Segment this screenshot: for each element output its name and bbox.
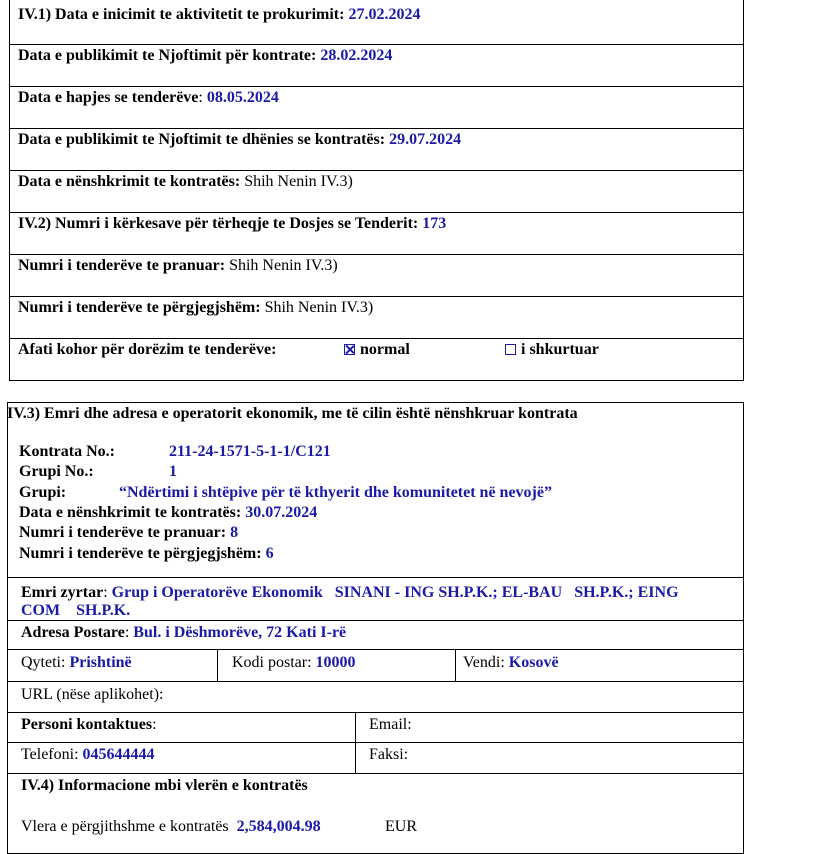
divider [8,620,743,621]
contract-notice-date-label: Data e publikimit te Njoftimit për kontrate: [18,47,321,64]
email-label: Email: [369,716,412,733]
group-label: Grupi: [19,484,67,501]
responsive-count-value: 6 [265,545,274,562]
unchecked-checkbox-icon[interactable] [505,344,516,355]
contact-colon: : [152,716,157,733]
procedure-dates-box [9,0,744,381]
divider [355,712,356,773]
section-iv3-title: IV.3) Emri dhe adresa e operatorit ekonomik, me të cilin është nënshkruar kontrata [7,405,578,422]
official-name-label: Emri zyrtar [21,584,104,601]
opening-date-label: Data e hapjes se tenderëve [18,89,199,106]
divider [8,742,743,743]
row-opening-date [10,87,743,129]
checked-checkbox-icon[interactable] [344,344,355,355]
postal-cell [232,654,356,672]
withdrawal-requests-value: 173 [422,215,447,232]
received-tenders-label: Numri i tenderëve te pranuar: [18,257,230,274]
row-received-tenders [10,255,743,297]
row-award-notice-date [10,129,743,171]
address-label: Adresa Postare [21,624,125,641]
deadline-label: Afati kohor për dorëzim te tenderëve: [18,341,277,358]
row-withdrawal-requests [10,213,743,255]
deadline-normal-option[interactable] [344,341,410,359]
initiation-date-value: 27.02.2024 [348,6,421,23]
signing-date-label: Data e nënshkrimit te kontratës: [18,173,245,190]
official-name-line2: COM SH.P.K. [21,602,131,619]
city-value: Prishtinë [69,654,132,671]
row-contract-notice-date [10,45,743,87]
row-signing-date [10,171,743,213]
divider [8,681,743,682]
sign-date-line [19,504,317,522]
row-initiation-date [10,0,743,45]
row-deadline [10,339,743,379]
divider [455,649,456,681]
phone-label: Telefoni: [21,746,83,763]
initiation-date-label: IV.1) Data e inicimit te aktivitetit te prokurimit: [18,6,349,23]
withdrawal-requests-label: IV.2) Numri i kërkesave për tërheqje te Dosjes se Tenderit: [18,215,423,232]
official-name-line1: Emri zyrtar: Grup i Operatorëve Ekonomik SINANI - ING SH.P.K.; EL-BAU SH.P.K.; EING [21,584,679,601]
signing-date-value: Shih Nenin IV.3) [244,173,353,190]
city-cell [21,654,132,672]
deadline-normal-label: normal [360,341,410,358]
row-responsive-tenders [10,297,743,339]
contact-cell [21,716,157,734]
country-value: Kosovë [508,654,559,671]
sign-date-label: Data e nënshkrimit te kontratës: [19,504,246,521]
divider [217,649,218,681]
fax-label: Faksi: [369,746,409,763]
deadline-short-label: i shkurtuar [521,341,599,358]
responsive-count-label: Numri i tenderëve te përgjegjshëm: [19,545,266,562]
operator-box [7,402,744,854]
received-count-line [19,524,238,542]
responsive-count-line [19,545,274,563]
divider [8,577,743,578]
currency-label: EUR [385,818,417,835]
city-label: Qyteti: [21,654,70,671]
section-iv4-title: IV.4) Informacione mbi vlerën e kontratës [21,777,308,794]
country-cell [463,654,559,672]
contract-no-label: Kontrata No.: [19,443,115,460]
contract-no-value: 211-24-1571-5-1-1/C121 [169,443,331,460]
group-no-label: Grupi No.: [19,463,94,480]
total-value-label: Vlera e përgjithshme e kontratës [21,818,233,835]
responsive-tenders-label: Numri i tenderëve te përgjegjshëm: [18,299,265,316]
received-tenders-value: Shih Nenin IV.3) [229,257,338,274]
divider [8,712,743,713]
opening-date-sep: : [198,89,207,106]
divider [8,649,743,650]
url-label: URL (nëse aplikohet): [21,686,164,703]
phone-cell [21,746,155,764]
contract-notice-date-value: 28.02.2024 [320,47,393,64]
responsive-tenders-value: Shih Nenin IV.3) [264,299,374,316]
postal-label: Kodi postar: [232,654,316,671]
country-label: Vendi: [463,654,509,671]
group-value: “Ndërtimi i shtëpive për të kthyerit dhe komunitetet në nevojë” [119,484,552,501]
address-line: Adresa Postare: Bul. i Dëshmorëve, 72 Kati I-rë [21,624,347,641]
award-notice-date-label: Data e publikimit te Njoftimit te dhënies se kontratës: [18,131,390,148]
deadline-short-option[interactable] [505,341,599,359]
contact-label: Personi kontaktues [21,716,153,733]
total-value-amount: 2,584,004.98 [236,818,321,835]
opening-date-value: 08.05.2024 [206,89,279,106]
total-value-line [21,818,321,836]
official-name-value: Grup i Operatorëve Ekonomik SINANI - ING SH.P.K.; EL-BAU SH.P.K.; EING [111,584,679,601]
group-no-value: 1 [169,463,177,480]
received-count-value: 8 [230,524,239,541]
phone-value: 045644444 [82,746,155,763]
award-notice-date-value: 29.07.2024 [389,131,462,148]
divider [8,773,743,774]
received-count-label: Numri i tenderëve te pranuar: [19,524,231,541]
postal-value: 10000 [315,654,356,671]
sign-date-value: 30.07.2024 [245,504,318,521]
address-value: Bul. i Dëshmorëve, 72 Kati I-rë [133,624,347,641]
